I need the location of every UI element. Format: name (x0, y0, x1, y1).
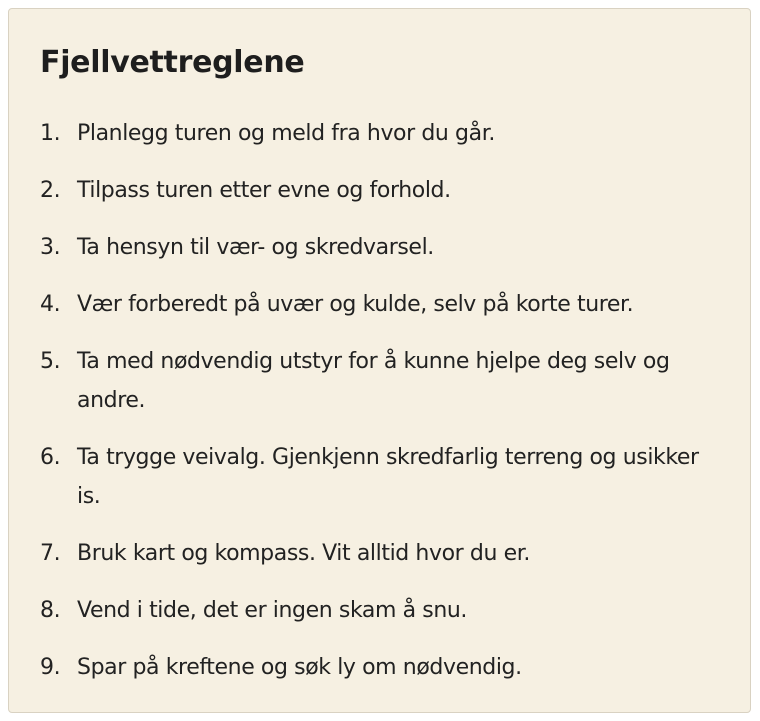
list-item (40, 114, 720, 153)
list-item-number: 9. (40, 655, 61, 680)
list-item-number: 8. (40, 598, 61, 623)
list-item-number: 7. (40, 541, 61, 566)
list-item (40, 534, 720, 573)
list-item (40, 285, 720, 324)
list-item-text: Vend i tide, det er ingen skam å snu. (77, 598, 468, 623)
list-item-text: Ta med nødvendig utstyr for å kunne hjelpe deg selv og andre. (77, 349, 670, 413)
list-item (40, 342, 720, 420)
list-item-number: 6. (40, 445, 61, 470)
list-item (40, 228, 720, 267)
list-item (40, 648, 720, 687)
card-title: Fjellvettreglene (40, 45, 305, 80)
list-item-number: 3. (40, 235, 61, 260)
list-item-text: Planlegg turen og meld fra hvor du går. (77, 121, 495, 146)
list-item-text: Bruk kart og kompass. Vit alltid hvor du er. (77, 541, 530, 566)
list-item-number: 4. (40, 292, 61, 317)
list-item-number: 1. (40, 121, 61, 146)
list-item-text: Vær forberedt på uvær og kulde, selv på korte turer. (77, 292, 634, 317)
list-item (40, 438, 720, 516)
rules-list (40, 114, 720, 687)
list-item-text: Tilpass turen etter evne og forhold. (77, 178, 451, 203)
list-item-number: 2. (40, 178, 61, 203)
list-item (40, 591, 720, 630)
list-item-text: Ta hensyn til vær- og skredvarsel. (77, 235, 434, 260)
rules-card (8, 8, 751, 713)
list-item-number: 5. (40, 349, 61, 374)
list-item-text: Spar på kreftene og søk ly om nødvendig. (77, 655, 522, 680)
list-item-text: Ta trygge veivalg. Gjenkjenn skredfarlig terreng og usikker is. (77, 445, 699, 509)
list-item (40, 171, 720, 210)
